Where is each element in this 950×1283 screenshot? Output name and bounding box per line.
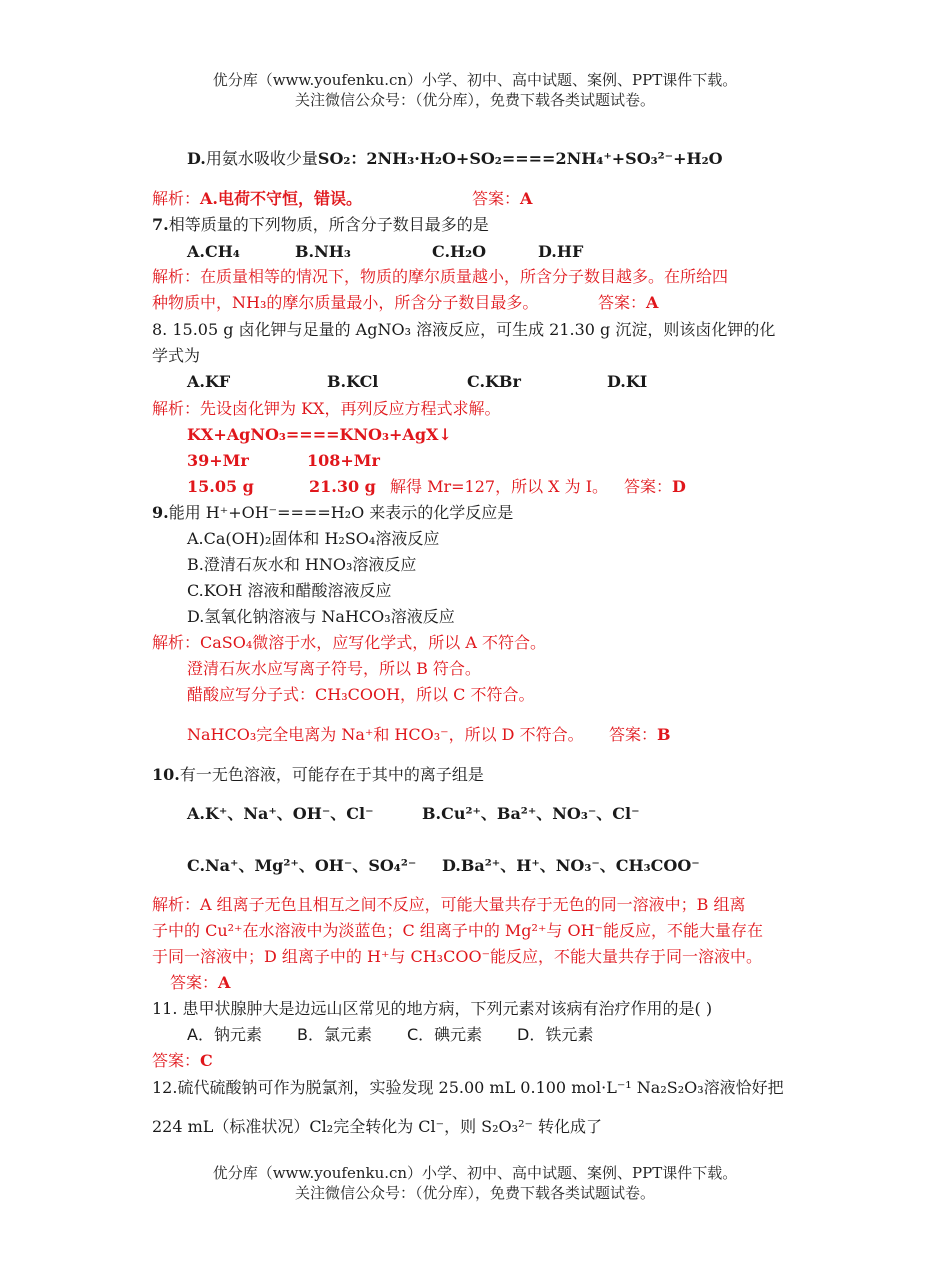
q9-answer-value: B bbox=[657, 725, 671, 744]
q11-option-a: A．钠元素 bbox=[187, 1025, 262, 1044]
q6-option-d-text: 用氨水吸收少量 bbox=[205, 149, 318, 168]
q6-analysis-label: 解析： bbox=[152, 189, 201, 208]
q9-analysis-text1: CaSO₄微溶于水，应写化学式，所以 A 不符合。 bbox=[200, 633, 547, 652]
q10-answer-label: 答案： bbox=[170, 973, 219, 992]
q7-analysis-text1: 在质量相等的情况下，物质的摩尔质量越小，所含分子数目越多。在所给四 bbox=[200, 267, 729, 286]
q6-answer-value: A bbox=[520, 189, 533, 208]
q11-option-c: C．碘元素 bbox=[407, 1025, 483, 1044]
q11-answer-label: 答案： bbox=[152, 1051, 201, 1070]
q10-answer-value: A bbox=[218, 973, 231, 992]
q9-analysis-label: 解析： bbox=[152, 633, 201, 652]
q6-option-d bbox=[187, 148, 723, 170]
q11-answer-value: C bbox=[200, 1051, 213, 1070]
q10-analysis-line1 bbox=[152, 894, 746, 916]
q9-stem bbox=[152, 502, 513, 524]
q11-option-d: D．铁元素 bbox=[517, 1025, 594, 1044]
q10-stem-num: 10. bbox=[152, 765, 180, 784]
q8-analysis-label: 解析： bbox=[152, 399, 201, 418]
q8-option-d: D.KI bbox=[607, 372, 648, 391]
q7-analysis-line1 bbox=[152, 266, 728, 288]
q7-option-b: B.NH₃ bbox=[295, 242, 351, 261]
q7-analysis-text2: 种物质中，NH₃的摩尔质量最小，所含分子数目最多。 bbox=[152, 293, 539, 312]
page-footer-line2: 关注微信公众号：（优分库），免费下载各类试题试卷。 bbox=[294, 1184, 655, 1202]
page-header-line2: 关注微信公众号：（优分库），免费下载各类试题试卷。 bbox=[294, 91, 655, 109]
q7-option-a: A.CH₄ bbox=[187, 242, 240, 261]
q10-analysis-line3: 于同一溶液中；D 组离子中的 H⁺与 CH₃COO⁻能反应，不能大量共存于同一溶液中。 bbox=[152, 947, 763, 966]
q7-answer-value: A bbox=[646, 293, 659, 312]
q9-stem-num: 9. bbox=[152, 503, 169, 522]
q9-option-a: A.Ca(OH)₂固体和 H₂SO₄溶液反应 bbox=[187, 529, 440, 548]
q9-option-c: C.KOH 溶液和醋酸溶液反应 bbox=[187, 581, 392, 600]
q9-answer bbox=[609, 724, 671, 746]
q7-stem-text: 相等质量的下列物质，所含分子数目最多的是 bbox=[168, 215, 489, 234]
q11-option-b: B．氯元素 bbox=[297, 1025, 372, 1044]
q7-analysis-label: 解析： bbox=[152, 267, 201, 286]
q7-option-c: C.H₂O bbox=[432, 242, 487, 261]
q8-option-a: A.KF bbox=[187, 372, 231, 391]
q6-answer-label: 答案： bbox=[472, 189, 521, 208]
q9-stem-text: 能用 H⁺+OH⁻====H₂O 来表示的化学反应是 bbox=[168, 503, 514, 522]
q10-option-b: B.Cu²⁺、Ba²⁺、NO₃⁻、Cl⁻ bbox=[422, 804, 640, 823]
page-header-line1: 优分库（www.youfenku.cn）小学、初中、高中试题、案例、PPT课件下载。 bbox=[212, 71, 738, 89]
q12-stem-line1: 12.硫代硫酸钠可作为脱氯剂，实验发现 25.00 mL 0.100 mol·L⁻¹ Na₂S₂O₃溶液恰好把 bbox=[152, 1078, 784, 1097]
q8-stem-line2: 学式为 bbox=[152, 346, 201, 365]
q9-answer-label: 答案： bbox=[609, 725, 658, 744]
q8-mr2: 108+Mr bbox=[307, 451, 380, 470]
q10-option-a: A.K⁺、Na⁺、OH⁻、Cl⁻ bbox=[187, 804, 374, 823]
q9-analysis-line2: 澄清石灰水应写离子符号，所以 B 符合。 bbox=[187, 659, 481, 678]
q7-analysis-line2 bbox=[152, 292, 538, 314]
q9-option-d: D.氢氧化钠溶液与 NaHCO₃溶液反应 bbox=[187, 607, 455, 626]
q12-stem-line2: 224 mL（标准状况）Cl₂完全转化为 Cl⁻，则 S₂O₃²⁻ 转化成了 bbox=[152, 1117, 603, 1136]
q6-answer bbox=[472, 188, 532, 210]
q7-stem bbox=[152, 214, 489, 236]
q6-analysis bbox=[152, 188, 362, 210]
q8-analysis-text: 先设卤化钾为 KX，再列反应方程式求解。 bbox=[200, 399, 501, 418]
q9-analysis-line1 bbox=[152, 632, 546, 654]
q10-option-c: C.Na⁺、Mg²⁺、OH⁻、SO₄²⁻ bbox=[187, 856, 417, 875]
q8-analysis bbox=[152, 398, 500, 420]
q10-stem bbox=[152, 764, 484, 786]
q11-answer bbox=[152, 1050, 213, 1072]
q8-solve: 解得 Mr=127，所以 X 为 I。 bbox=[390, 477, 609, 496]
q8-stem-line1: 8. 15.05 g 卤化钾与足量的 AgNO₃ 溶液反应，可生成 21.30 g 沉淀，则该卤化钾的化 bbox=[152, 320, 776, 339]
q9-option-b: B.澄清石灰水和 HNO₃溶液反应 bbox=[187, 555, 417, 574]
q8-mr1: 39+Mr bbox=[187, 451, 249, 470]
q10-option-d: D.Ba²⁺、H⁺、NO₃⁻、CH₃COO⁻ bbox=[442, 856, 700, 875]
q8-option-b: B.KCl bbox=[327, 372, 379, 391]
q10-answer bbox=[170, 972, 230, 994]
q8-option-c: C.KBr bbox=[467, 372, 521, 391]
q6-option-d-prefix: D. bbox=[187, 149, 206, 168]
page-footer-line1: 优分库（www.youfenku.cn）小学、初中、高中试题、案例、PPT课件下载。 bbox=[212, 1164, 738, 1182]
q10-analysis-label: 解析： bbox=[152, 895, 201, 914]
q11-stem: 11. 患甲状腺肿大是边远山区常见的地方病，下列元素对该病有治疗作用的是( ) bbox=[152, 999, 713, 1018]
q10-analysis-text1: A 组离子无色且相互之间不反应，可能大量共存于无色的同一溶液中；B 组离 bbox=[200, 895, 746, 914]
q9-analysis-line3: 醋酸应写分子式：CH₃COOH，所以 C 不符合。 bbox=[187, 685, 535, 704]
q7-answer-label: 答案： bbox=[598, 293, 647, 312]
q10-analysis-line2: 子中的 Cu²⁺在水溶液中为淡蓝色；C 组离子中的 Mg²⁺与 OH⁻能反应，不能大量存在 bbox=[152, 921, 763, 940]
q8-mass2: 21.30 g bbox=[309, 477, 376, 496]
q6-analysis-text: A.电荷不守恒，错误。 bbox=[200, 189, 363, 208]
q8-equation: KX+AgNO₃====KNO₃+AgX↓ bbox=[187, 425, 452, 444]
q9-analysis-line4: NaHCO₃完全电离为 Na⁺和 HCO₃⁻，所以 D 不符合。 bbox=[187, 725, 584, 744]
q8-mass1: 15.05 g bbox=[187, 477, 254, 496]
q7-answer bbox=[598, 292, 658, 314]
q8-answer-value: D bbox=[672, 477, 686, 496]
q10-stem-text: 有一无色溶液，可能存在于其中的离子组是 bbox=[179, 765, 484, 784]
q8-answer-label: 答案： bbox=[624, 477, 673, 496]
q8-answer bbox=[624, 476, 686, 498]
q7-option-d: D.HF bbox=[538, 242, 584, 261]
q6-option-d-formula: SO₂：2NH₃·H₂O+SO₂====2NH₄⁺+SO₃²⁻+H₂O bbox=[317, 149, 723, 168]
q7-stem-num: 7. bbox=[152, 215, 169, 234]
